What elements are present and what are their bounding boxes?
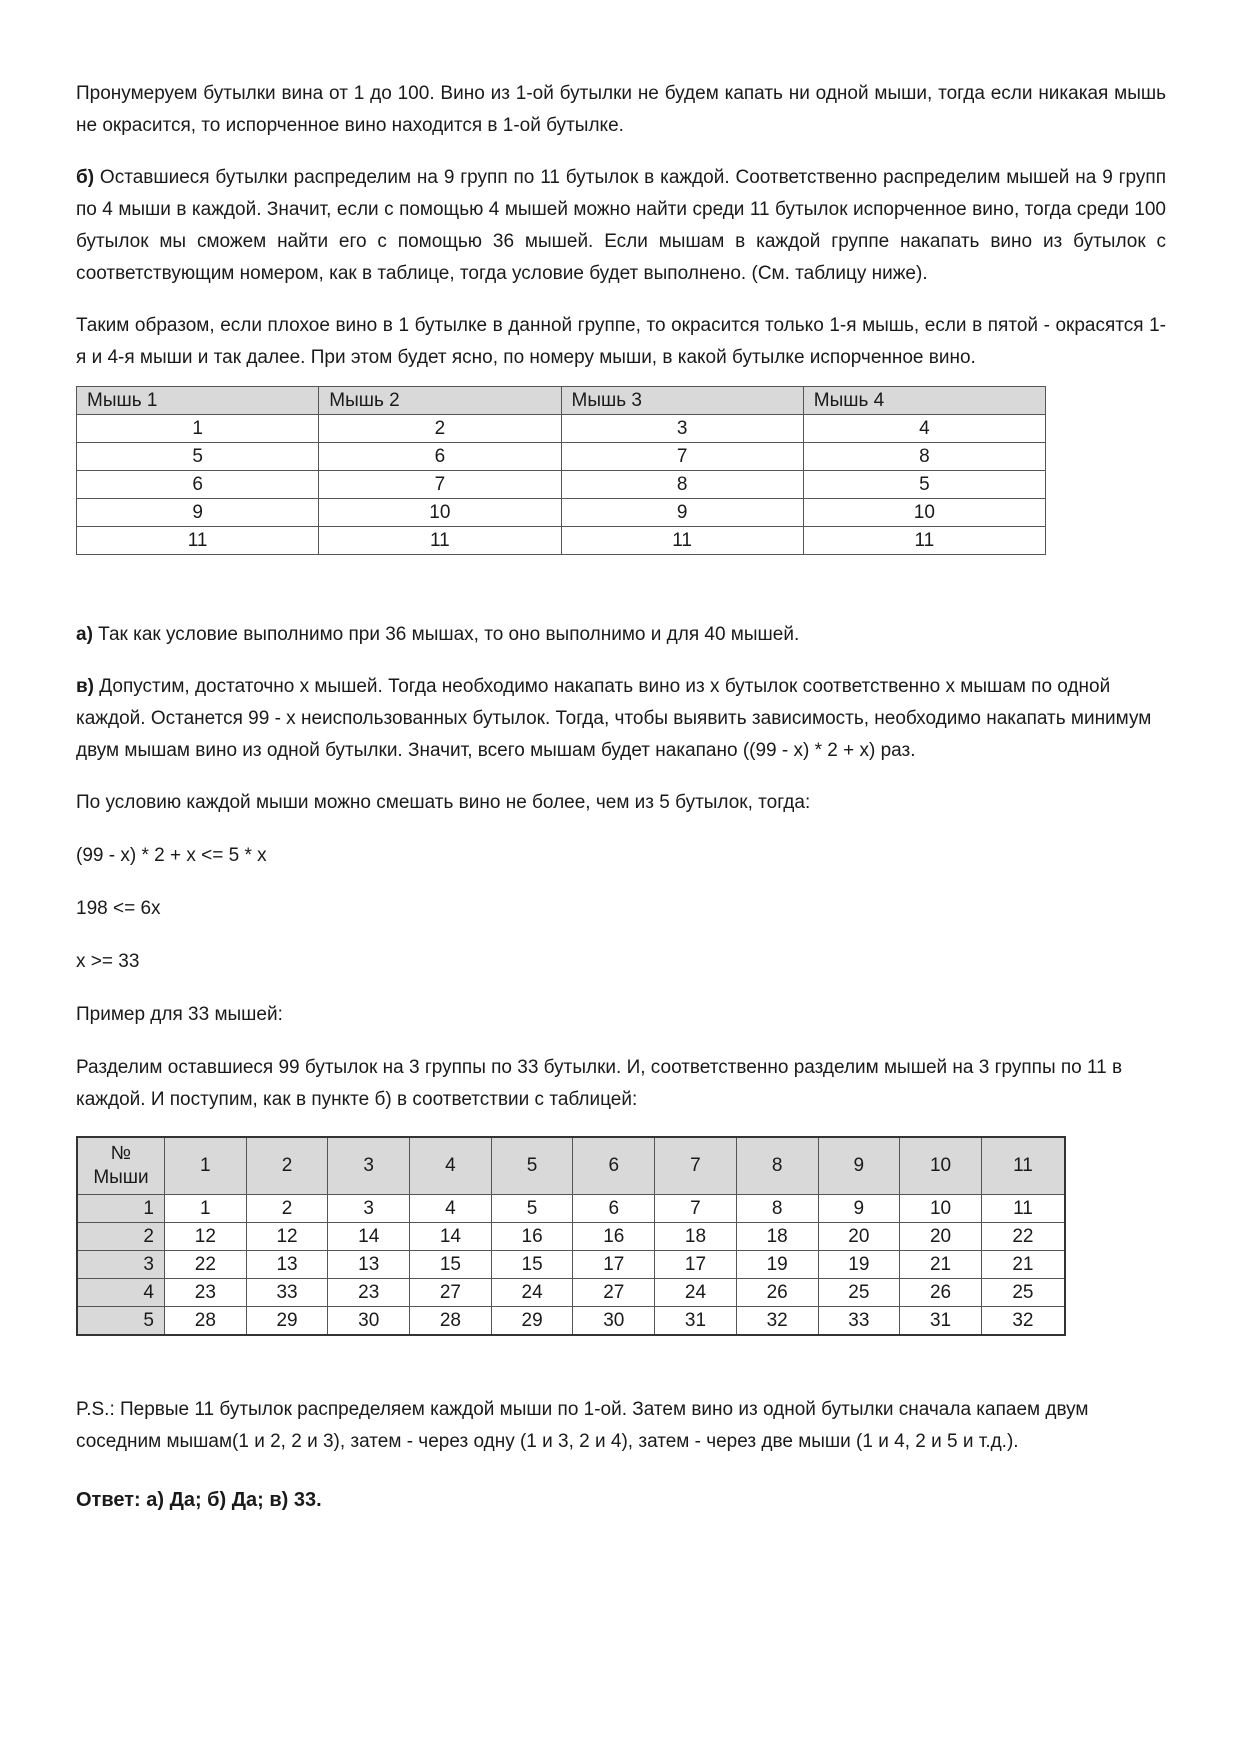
table2-cell: 7 <box>655 1195 737 1223</box>
table1-row <box>77 471 1046 499</box>
intro-paragraph: Пронумеруем бутылки вина от 1 до 100. Вино из 1-ой бутылки не будем капать ни одной мыши, тогда если никакая мышь не окрасится, то испорченное вино находится в 1-ой бутылке. <box>76 83 1166 136</box>
table2-cell: 24 <box>655 1279 737 1307</box>
table2-cell: 1 <box>165 1195 247 1223</box>
table2-header-cell: 3 <box>328 1137 410 1195</box>
part-a-label: а) <box>76 624 93 645</box>
table1-cell: 5 <box>803 471 1045 499</box>
table2-cell: 3 <box>328 1195 410 1223</box>
table2-header-cell: 9 <box>818 1137 900 1195</box>
table2-cell: 12 <box>165 1223 247 1251</box>
table2-cell: 13 <box>328 1251 410 1279</box>
table2-header-cell: 10 <box>900 1137 982 1195</box>
table2-cell: 16 <box>573 1223 655 1251</box>
table2-row <box>77 1279 1065 1307</box>
table2-cell: 25 <box>981 1279 1065 1307</box>
mice-grouping-table <box>76 1136 1066 1336</box>
table2-cell: 31 <box>900 1307 982 1336</box>
table2-cell: 6 <box>573 1195 655 1223</box>
table2-header-cell: 1 <box>165 1137 247 1195</box>
table1-cell: 7 <box>561 443 803 471</box>
part-c-text: Допустим, достаточно x мышей. Тогда необходимо накапать вино из x бутылок соответственно x мышам по одной каждой. Останется 99 - x неиспользованных бутылок. Тогда, чтобы выявить зависимость, необходимо накапать минимум двум мышам вино из одной бутылки. Значит, всего мышам будет накапано ((99 - x) * 2 + x) раз. <box>76 676 1152 761</box>
example-paragraph: Разделим оставшиеся 99 бутылок на 3 группы по 33 бутылки. И, соответственно разделим мышей на 3 группы по 11 в каждой. И поступим, как в пункте б) в соответствии с таблицей: <box>76 1057 1123 1110</box>
table1-cell: 7 <box>319 471 561 499</box>
table1-cell: 10 <box>319 499 561 527</box>
table2-row <box>77 1195 1065 1223</box>
table2-cell: 21 <box>981 1251 1065 1279</box>
table2-cell: 17 <box>573 1251 655 1279</box>
table1-header-cell: Мышь 4 <box>803 387 1045 415</box>
equation-2: 198 <= 6x <box>76 898 161 919</box>
table2-header-cell: 11 <box>981 1137 1065 1195</box>
table1-cell: 5 <box>77 443 319 471</box>
table2-header-cell: 6 <box>573 1137 655 1195</box>
table2-row-label: 1 <box>77 1195 165 1223</box>
explain-paragraph: Таким образом, если плохое вино в 1 бутылке в данной группе, то окрасится только 1-я мышь, если в пятой - окрасятся 1-я и 4-я мыши и так далее. При этом будет ясно, по номеру мыши, в какой бутылке испорченное вино. <box>76 315 1166 368</box>
table1-header-cell: Мышь 1 <box>77 387 319 415</box>
table2-row-label: 3 <box>77 1251 165 1279</box>
table1-header-row <box>77 387 1046 415</box>
table2-cell: 26 <box>900 1279 982 1307</box>
table2-cell: 5 <box>491 1195 573 1223</box>
table2-cell: 15 <box>410 1251 492 1279</box>
table2-cell: 16 <box>491 1223 573 1251</box>
part-c-label: в) <box>76 676 95 697</box>
table1-cell: 11 <box>803 527 1045 555</box>
mouse-bottle-table <box>76 386 1046 555</box>
table1-row <box>77 443 1046 471</box>
table2-cell: 4 <box>410 1195 492 1223</box>
part-a-paragraph <box>76 619 1166 651</box>
table1-cell: 9 <box>77 499 319 527</box>
table2-cell: 19 <box>736 1251 818 1279</box>
table1-row <box>77 527 1046 555</box>
table1-cell: 10 <box>803 499 1045 527</box>
table2-corner-header <box>77 1137 165 1195</box>
table2-header-cell: 4 <box>410 1137 492 1195</box>
table1-cell: 8 <box>561 471 803 499</box>
table2-cell: 9 <box>818 1195 900 1223</box>
table2-cell: 22 <box>981 1223 1065 1251</box>
corner-mice-label: Мыши <box>93 1167 149 1188</box>
table1-cell: 1 <box>77 415 319 443</box>
table2-cell: 18 <box>655 1223 737 1251</box>
document-page <box>76 78 1166 1536</box>
table1-cell: 4 <box>803 415 1045 443</box>
table1-header-cell: Мышь 2 <box>319 387 561 415</box>
table2-cell: 31 <box>655 1307 737 1336</box>
part-b-text: Оставшиеся бутылки распределим на 9 групп по 11 бутылок в каждой. Соответственно распределим мышей на 9 групп по 4 мыши в каждой. Значит, если с помощью 4 мышей можно найти среди 11 бутылок испорченное вино, тогда среди 100 бутылок мы сможем найти его с помощью 36 мышей. Если мышам в каждой группе накапать вино из бутылок с соответствующим номером, как в таблице, тогда условие будет выполнено. (См. таблицу ниже). <box>76 167 1166 284</box>
condition-paragraph: По условию каждой мыши можно смешать вино не более, чем из 5 бутылок, тогда: <box>76 792 811 813</box>
table2-cell: 17 <box>655 1251 737 1279</box>
table2-cell: 22 <box>165 1251 247 1279</box>
table2-row <box>77 1251 1065 1279</box>
table1-cell: 2 <box>319 415 561 443</box>
equation-3: x >= 33 <box>76 951 140 972</box>
table2-cell: 33 <box>246 1279 328 1307</box>
table1-cell: 11 <box>561 527 803 555</box>
table2-header-row <box>77 1137 1065 1195</box>
corner-number-sign: № <box>110 1143 132 1164</box>
table2-cell: 19 <box>818 1251 900 1279</box>
table2-cell: 20 <box>818 1223 900 1251</box>
table2-cell: 15 <box>491 1251 573 1279</box>
table2-cell: 10 <box>900 1195 982 1223</box>
table2-cell: 12 <box>246 1223 328 1251</box>
table1-cell: 9 <box>561 499 803 527</box>
table2-header-cell: 7 <box>655 1137 737 1195</box>
table2-cell: 18 <box>736 1223 818 1251</box>
table2-cell: 24 <box>491 1279 573 1307</box>
table2-cell: 28 <box>165 1307 247 1336</box>
table2-cell: 26 <box>736 1279 818 1307</box>
table2-cell: 8 <box>736 1195 818 1223</box>
table2-header-cell: 8 <box>736 1137 818 1195</box>
equation-1: (99 - x) * 2 + x <= 5 * x <box>76 845 267 866</box>
ps-paragraph: P.S.: Первые 11 бутылок распределяем каждой мыши по 1-ой. Затем вино из одной бутылки сначала капаем двум соседним мышам(1 и 2, 2 и 3), затем - через одну (1 и 3, 2 и 4), затем - через две мыши (1 и 4, 2 и 5 и т.д.). <box>76 1399 1089 1452</box>
table2-cell: 23 <box>328 1279 410 1307</box>
table2-cell: 23 <box>165 1279 247 1307</box>
table2-cell: 27 <box>410 1279 492 1307</box>
table2-row-label: 2 <box>77 1223 165 1251</box>
table1-row <box>77 415 1046 443</box>
table2-cell: 14 <box>328 1223 410 1251</box>
table2-cell: 14 <box>410 1223 492 1251</box>
table1-cell: 11 <box>77 527 319 555</box>
table2-cell: 30 <box>573 1307 655 1336</box>
table2-cell: 32 <box>981 1307 1065 1336</box>
table2-cell: 2 <box>246 1195 328 1223</box>
table1-cell: 8 <box>803 443 1045 471</box>
table2-cell: 33 <box>818 1307 900 1336</box>
table2-cell: 28 <box>410 1307 492 1336</box>
table2-cell: 32 <box>736 1307 818 1336</box>
table2-cell: 20 <box>900 1223 982 1251</box>
table2-cell: 30 <box>328 1307 410 1336</box>
table2-cell: 25 <box>818 1279 900 1307</box>
part-b-label: б) <box>76 167 95 188</box>
table2-cell: 11 <box>981 1195 1065 1223</box>
table2-cell: 27 <box>573 1279 655 1307</box>
part-b-paragraph <box>76 162 1166 290</box>
part-c-paragraph <box>76 671 1166 767</box>
table2-row <box>77 1223 1065 1251</box>
table2-cell: 21 <box>900 1251 982 1279</box>
table2-row <box>77 1307 1065 1336</box>
table1-header-cell: Мышь 3 <box>561 387 803 415</box>
table2-header-cell: 5 <box>491 1137 573 1195</box>
table2-header-cell: 2 <box>246 1137 328 1195</box>
answer-line: Ответ: а) Да; б) Да; в) 33. <box>76 1489 322 1511</box>
table1-cell: 3 <box>561 415 803 443</box>
table1-row <box>77 499 1046 527</box>
table2-cell: 29 <box>491 1307 573 1336</box>
example-title: Пример для 33 мышей: <box>76 1004 283 1025</box>
table2-cell: 29 <box>246 1307 328 1336</box>
table1-cell: 6 <box>319 443 561 471</box>
table2-row-label: 4 <box>77 1279 165 1307</box>
table2-row-label: 5 <box>77 1307 165 1336</box>
part-a-text: Так как условие выполнимо при 36 мышах, то оно выполнимо и для 40 мышей. <box>92 624 800 645</box>
table2-cell: 13 <box>246 1251 328 1279</box>
table1-cell: 11 <box>319 527 561 555</box>
table1-cell: 6 <box>77 471 319 499</box>
